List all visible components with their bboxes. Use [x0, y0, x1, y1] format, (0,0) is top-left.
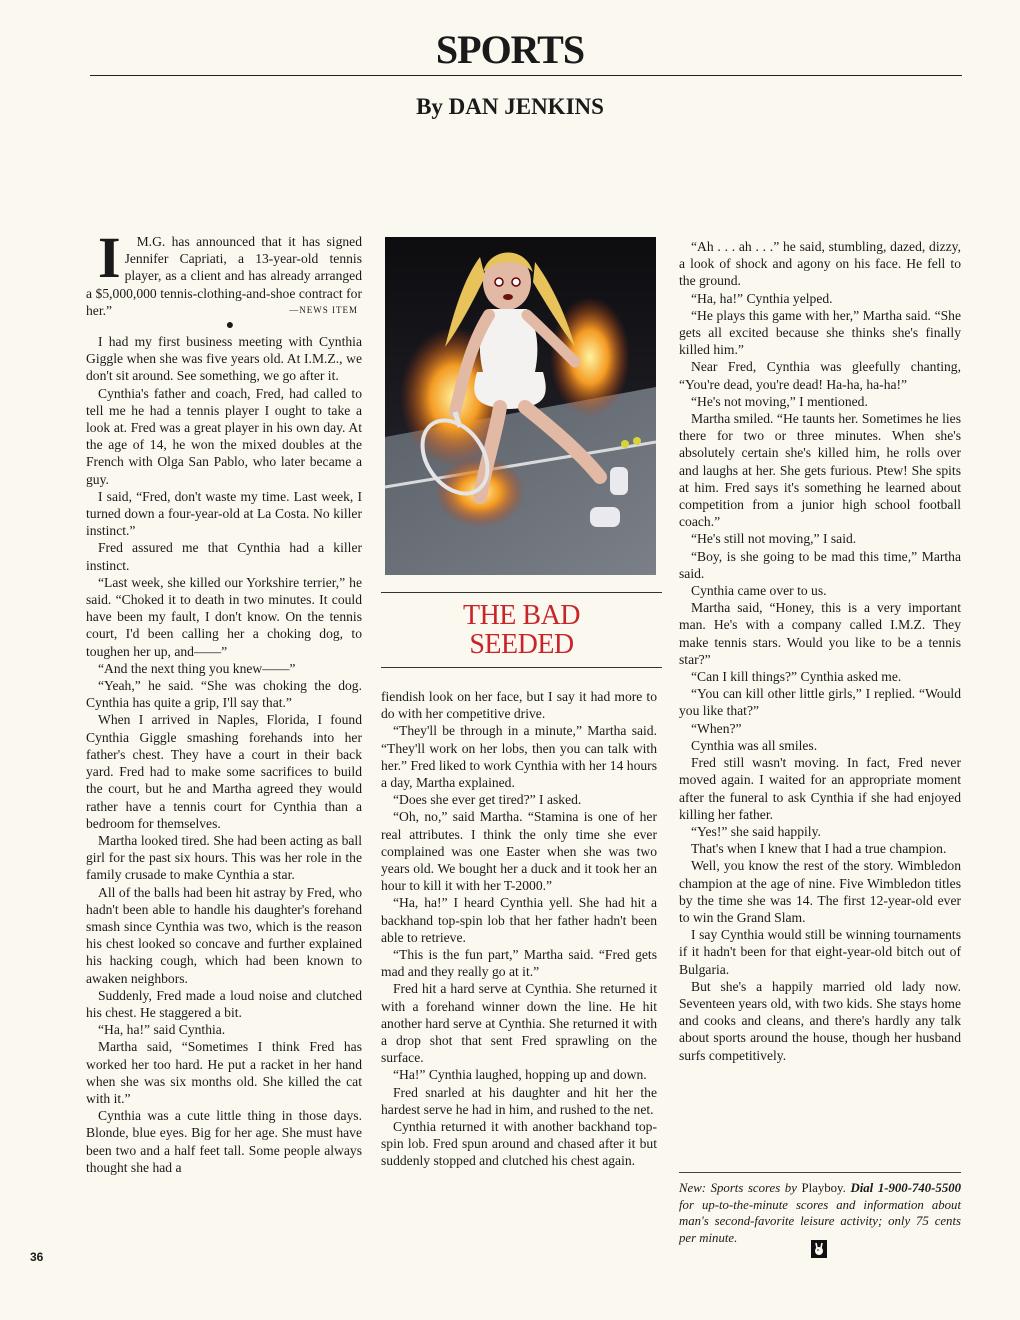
column-1: [86, 225, 362, 1176]
paragraph: “When?”: [691, 720, 742, 736]
paragraph: Fred hit a hard serve at Cynthia. She returned it with a forehand winner down the line. He hit another hard serve at Cynthia. She returned it with a drop shot that sent Fred sprawling on the surface.: [381, 981, 657, 1066]
epigraph: [86, 225, 362, 319]
paragraph: “He's still not moving,” I said.: [691, 531, 857, 547]
paragraph: Cynthia came over to us.: [691, 583, 827, 599]
promo-rest: for up-to-the-minute scores and information about man's second-favorite leisure activity; only 75 cents per minute.: [679, 1197, 961, 1245]
epigraph-text: M.G. has announced that it has signed Jennifer Capriati, a 13-year-old tennis player, as a client and has already arranged a $5,000,000 tennis-clothing-and-shoe contract for her.”: [86, 234, 362, 318]
promo-dial: Dial: [850, 1181, 874, 1195]
paragraph: That's when I knew that I had a true champion.: [691, 841, 947, 857]
paragraph: “Ha, ha!” Cynthia yelped.: [691, 290, 833, 306]
promo-rule: [679, 1172, 961, 1173]
paragraph: Cynthia's father and coach, Fred, had called to tell me he had a tennis player I ought to take a look at. Fred was a great player in his own day. At the age of 14, he won the mixed doubles at the French with Olga San Pablo, who later became a guy.: [86, 385, 362, 487]
paragraph: Fred still wasn't moving. In fact, Fred never moved again. I waited for an appropriate moment after the funeral to ask Cynthia if she had enjoyed killing her father.: [679, 755, 961, 822]
paragraph: Martha said, “Honey, this is a very important man. He's with a company called I.M.Z. They make tennis stars. Would you like to be a tennis star?”: [679, 600, 961, 667]
paragraph: “Ha!” Cynthia laughed, hopping up and down.: [393, 1067, 647, 1083]
paragraph: “This is the fun part,” Martha said. “Fred gets mad and they really go at it.”: [381, 947, 657, 980]
drop-cap: I: [98, 225, 121, 290]
headline-line-2: SEEDED: [469, 629, 574, 660]
header-rule: [90, 75, 962, 76]
paragraph: “Does she ever get tired?” I asked.: [393, 792, 582, 808]
paragraph: Martha smiled. “He taunts her. Sometimes he lies there for two or three minutes. When she's absolutely certain she's killed him, he rolls over and laughs at her. She gets furious. Ptew! She spits at him. Fred says it's something he learned about competition from a junior high school football coach.”: [679, 411, 961, 530]
page-number: 36: [30, 1250, 44, 1264]
section-title: SPORTS: [435, 27, 585, 72]
paragraph: “Oh, no,” said Martha. “Stamina is one of her real attributes. I think the only time she ever complained was one Easter when she was two years old. We bought her a duck and it took her an hour to kill it with her T-2000.”: [381, 809, 657, 894]
paragraph: “Boy, is she going to be mad this time,” Martha said.: [679, 548, 961, 581]
promo-number: 1-900-740-5500: [877, 1181, 962, 1195]
rabbit-head-icon: [811, 1240, 827, 1258]
paragraph: Suddenly, Fred made a loud noise and clutched his chest. He staggered a bit.: [86, 987, 362, 1020]
promo-lead: New: Sports scores by: [679, 1181, 797, 1195]
paragraph: Cynthia was a cute little thing in those days. Blonde, blue eyes. Big for her age. She must have been two and a half feet tall. Some people always thought she had a: [86, 1108, 362, 1175]
paragraph: “Yes!” she said happily.: [691, 823, 821, 839]
paragraph: Fred assured me that Cynthia had a killer instinct.: [86, 540, 362, 573]
paragraph: “Can I kill things?” Cynthia asked me.: [691, 669, 902, 685]
paragraph: “They'll be through in a minute,” Martha said. “They'll work on her lobs, then you can talk with her.” Fred liked to work Cynthia with her 14 hours a day, Martha explained.: [381, 723, 657, 791]
column-1-body: [86, 333, 362, 1176]
paragraph: Near Fred, Cynthia was gleefully chanting, “You're dead, you're dead! Ha-ha, ha-ha!”: [679, 359, 961, 392]
paragraph: “Yeah,” he said. “She was choking the dog. Cynthia has quite a grip, I'll say that.”: [86, 678, 362, 711]
headline-rule-top: [381, 592, 662, 593]
paragraph: When I arrived in Naples, Florida, I found Cynthia Giggle smashing forehands into her father's chest. They have a court in their back yard. Fred had to make some sacrifices to build the court, but he and Martha agreed they would rather have a tennis court for Cynthia than a bedroom for themselves.: [86, 712, 362, 831]
paragraph: “Ha, ha!” I heard Cynthia yell. She had hit a backhand top-spin lob that her father hadn't been able to retrieve.: [381, 895, 657, 945]
byline: By DAN JENKINS: [416, 94, 604, 119]
paragraph: Well, you know the rest of the story. Wimbledon champion at the age of nine. Five Wimbledon titles by the time she was 14. The first 12-year-old ever to win the Grand Slam.: [679, 858, 961, 925]
paragraph: “And the next thing you knew——”: [98, 660, 296, 676]
column-3: [679, 238, 961, 1064]
paragraph: “Last week, she killed our Yorkshire terrier,” he said. “Choked it to death in two minutes. It could have been my fault, I don't know. On the tennis court, I'd been calling her a choking dog, to toughen her up, and——”: [86, 574, 362, 659]
paragraph: “Ha, ha!” said Cynthia.: [98, 1022, 226, 1038]
paragraph: But she's a happily married old lady now. Seventeen years old, with two kids. She stays home and cooks and cleans, and there's hardly any talk about sports around the house, though her husband surfs competitively.: [679, 978, 961, 1063]
paragraph: I say Cynthia would still be winning tournaments if it hadn't been for that eight-year-old bitch out of Bulgaria.: [679, 927, 961, 977]
paragraph: Fred snarled at his daughter and hit her the hardest serve he had in him, and rushed to the net.: [381, 1084, 657, 1117]
column-2: [381, 688, 657, 1170]
paragraph: “You can kill other little girls,” I replied. “Would you like that?”: [679, 686, 961, 719]
epigraph-source: —NEWS ITEM: [289, 304, 358, 315]
headline: [381, 601, 662, 659]
paragraph: “He's not moving,” I mentioned.: [691, 393, 868, 409]
paragraph: Cynthia was all smiles.: [691, 737, 818, 753]
paragraph: Martha looked tired. She had been acting as ball girl for the past six hours. This was her role in the family crusade to make Cynthia a star.: [86, 832, 362, 883]
paragraph: Martha said, “Sometimes I think Fred has worked her too hard. He put a racket in her hand when she was six months old. She killed the cat with it.”: [86, 1039, 362, 1106]
paragraph: All of the balls had been hit astray by Fred, who hadn't been able to handle his daughter's forehand smash since Cynthia was two, which is the reason his chest looked so concave and further explained his hacking cough, which had been known to awaken neighbors.: [86, 884, 362, 986]
paragraph: fiendish look on her face, but I say it had more to do with her competitive drive.: [381, 689, 657, 722]
tennis-girl-illustration: [385, 237, 656, 575]
headline-rule-bottom: [381, 667, 662, 668]
paragraph: “He plays this game with her,” Martha said. “She gets all excited because she thinks she's finally killed him.”: [679, 307, 961, 358]
promo-brand: Playboy.: [801, 1181, 846, 1195]
bullet-divider: ●: [225, 318, 235, 334]
paragraph: “Ah . . . ah . . .” he said, stumbling, dazed, dizzy, a look of shock and agony on his face. He fell to the ground.: [679, 239, 961, 289]
paragraph: I had my first business meeting with Cynthia Giggle when she was five years old. At I.M.Z., we don't sit around. See something, we go after it.: [86, 334, 362, 384]
paragraph: Cynthia returned it with another backhand top-spin lob. Fred spun around and chased after it but suddenly stopped and clutched his chest again.: [381, 1119, 657, 1169]
paragraph: I said, “Fred, don't waste my time. Last week, I turned down a four-year-old at La Costa. No killer instinct.”: [86, 488, 362, 539]
headline-line-1: THE BAD: [462, 600, 581, 631]
promo-note: [679, 1180, 961, 1246]
